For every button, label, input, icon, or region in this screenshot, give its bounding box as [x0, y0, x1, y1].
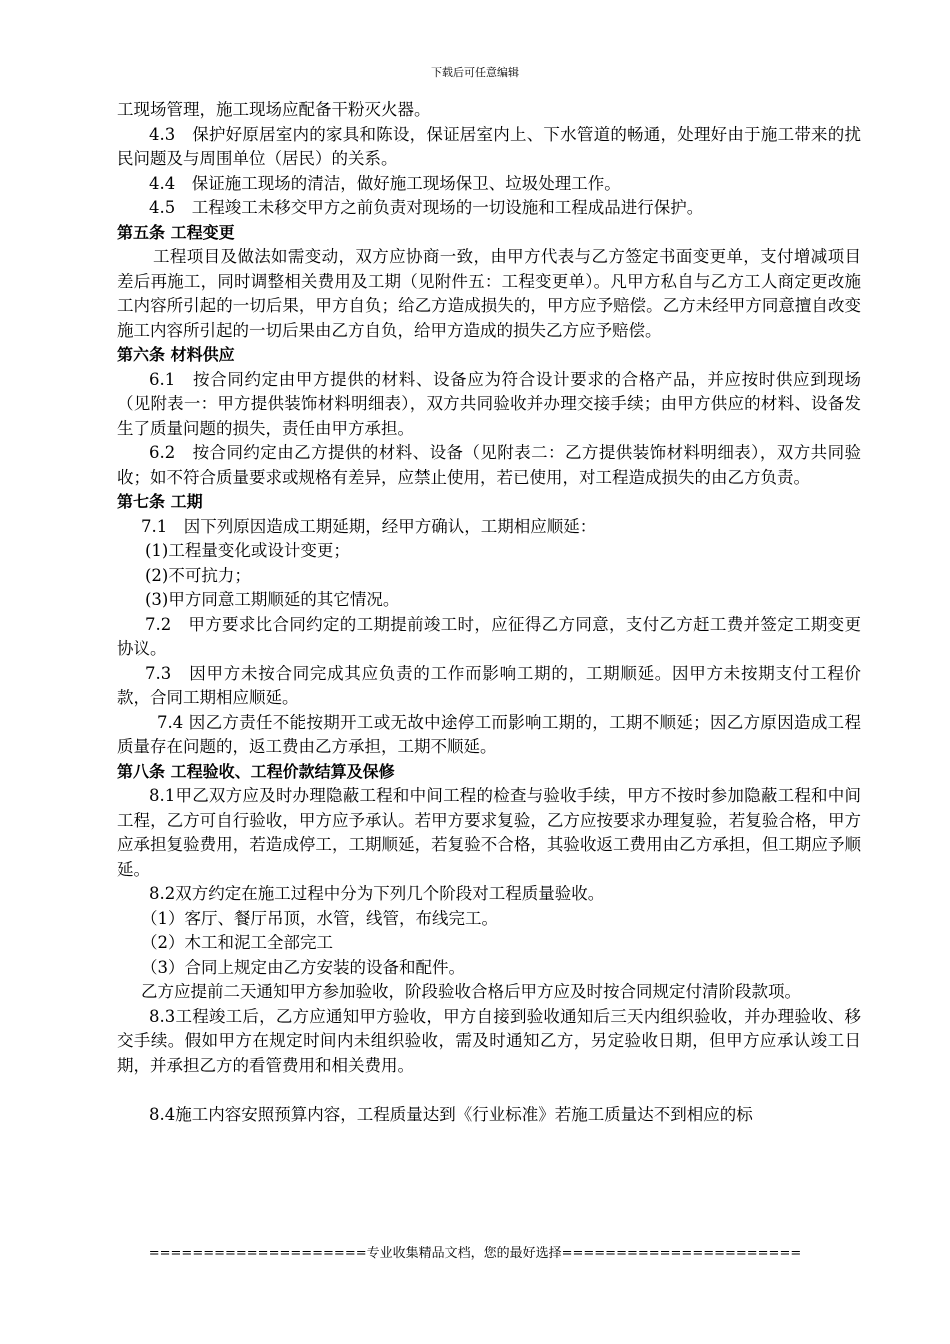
page-footer: ====================专业收集精品文档，您的最好选择======================: [148, 1246, 802, 1261]
paragraph: 6.1 按合同约定由甲方提供的材料、设备应为符合设计要求的合格产品，并应按时供应到现场（见附表一：甲方提供装饰材料明细表），双方共同验收并办理交接手续；由甲方供应的材料、设备发生了质量问题的损失，责任由甲方承担。: [117, 369, 861, 438]
paragraph: 6.2 按合同约定由乙方提供的材料、设备（见附表二：乙方提供装饰材料明细表），双方共同验收；如不符合质量要求或规格有差异，应禁止使用，若已使用，对工程造成损失的由乙方负责。: [117, 443, 861, 487]
paragraph: 8.2双方约定在施工过程中分为下列几个阶段对工程质量验收。: [149, 884, 605, 903]
paragraph: 工程项目及做法如需变动，双方应协商一致，由甲方代表与乙方签定书面变更单，支付增减项目差后再施工，同时调整相关费用及工期（见附件五：工程变更单）。凡甲方私自与乙方工人商定更改施工内容所引起的一切后果，甲方自负；给乙方造成损失的，甲方应予赔偿。乙方未经甲方同意擅自改变施工内容所引起的一切后果由乙方自负，给甲方造成的损失乙方应予赔偿。: [117, 247, 861, 340]
paragraph: 7.3 因甲方未按合同完成其应负责的工作而影响工期的，工期顺延。因甲方未按期支付工程价款，合同工期相应顺延。: [117, 663, 861, 707]
paragraph: (3)甲方同意工期顺延的其它情况。: [145, 590, 400, 609]
paragraph: （1）客厅、餐厅吊顶，水管，线管，布线完工。: [141, 908, 498, 928]
paragraph: 7.4 因乙方责任不能按期开工或无故中途停工而影响工期的，工期不顺延；因乙方原因造成工程质量存在问题的，返工费由乙方承担，工期不顺延。: [117, 712, 861, 756]
paragraph: 7.2 甲方要求比合同约定的工期提前竣工时，应征得乙方同意，支付乙方赶工费并签定工期变更协议。: [117, 614, 861, 658]
section-heading: 第五条 工程变更: [117, 222, 235, 242]
paragraph: 4.4 保证施工现场的清洁，做好施工现场保卫、垃圾处理工作。: [149, 173, 621, 193]
paragraph: 4.3 保护好原居室内的家具和陈设，保证居室内上、下水管道的畅通，处理好由于施工带来的扰民问题及与周围单位（居民）的关系。: [117, 124, 861, 168]
paragraph: （2）木工和泥工全部完工: [141, 933, 333, 952]
paragraph: (2)不可抗力；: [145, 565, 251, 585]
paragraph: 7.1 因下列原因造成工期延期，经甲方确认，工期相应顺延：: [141, 516, 597, 536]
section-heading: 第七条 工期: [117, 492, 203, 511]
contract-body: [117, 98, 861, 1127]
paragraph: （3）合同上规定由乙方安装的设备和配件。: [141, 957, 465, 977]
paragraph: 工现场管理，施工现场应配备干粉灭火器。: [117, 100, 431, 119]
section-heading: 第六条 材料供应: [117, 345, 235, 364]
paragraph: 8.1甲乙双方应及时办理隐蔽工程和中间工程的检查与验收手续，甲方不按时参加隐蔽工程和中间工程，乙方可自行验收，甲方应予承认。若甲方要求复验，乙方应按要求办理复验，若复验合格，甲方应承担复验费用，若造成停工，工期顺延，若复验不合格，其验收返工费用由乙方承担，但工期应予顺延。: [117, 786, 861, 879]
paragraph: (1)工程量变化或设计变更；: [145, 541, 350, 560]
paragraph: 4.5 工程竣工未移交甲方之前负责对现场的一切设施和工程成品进行保护。: [149, 198, 704, 217]
paragraph: 8.4施工内容安照预算内容，工程质量达到《行业标准》若施工质量达不到相应的标: [149, 1104, 753, 1124]
page-header: 下载后可任意编辑: [431, 66, 519, 79]
section-heading: 第八条 工程验收、工程价款结算及保修: [117, 761, 395, 781]
paragraph: 8.3工程竣工后，乙方应通知甲方验收，甲方自接到验收通知后三天内组织验收，并办理验收、移交手续。假如甲方在规定时间内未组织验收，需及时通知乙方，另定验收日期，但甲方应承认竣工日期，并承担乙方的看管费用和相关费用。: [117, 1006, 861, 1075]
paragraph: 乙方应提前二天通知甲方参加验收，阶段验收合格后甲方应及时按合同规定付清阶段款项。: [141, 982, 801, 1001]
